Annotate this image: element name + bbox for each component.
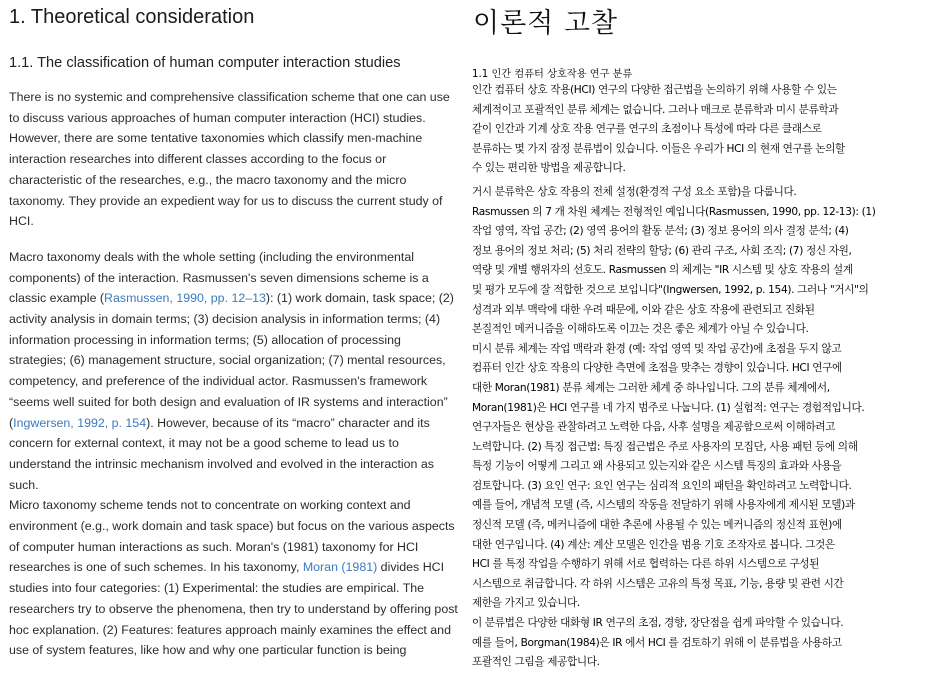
korean-line: 작업 영역, 작업 공간; (2) 영역 용어의 활동 분석; (3) 정보 용어의 의사 결정 분석; (4) bbox=[472, 225, 849, 238]
korean-line: 포괄적인 그림을 제공합니다. bbox=[472, 656, 600, 669]
para2-text-b: ): (1) work domain, task space; (2) activity analysis in domain terms; (3) decision analysis in information terms; (4) information processing in information terms; (5) allocation of processing strategies; (6) management structure, social organization; (7) mental resources, competency, and preference of the individual actor. Rasmussen's framework “seems well suited for both design and evaluation of IR systems and interaction” ( bbox=[9, 291, 454, 430]
para3-text-a: Micro taxonomy scheme tends not to concentrate on working context and environment (e.g., work domain and task space) but focus on the various aspects of computer human interactions as such. Moran's (1981) taxonomy for HCI researches is one of such schemes. In his taxonomy, bbox=[9, 498, 455, 575]
korean-line: 거시 분류학은 상호 작용의 전체 설정(환경적 구성 요소 포함)을 다룹니다. bbox=[472, 185, 797, 198]
korean-line: 제한을 가지고 있습니다. bbox=[472, 597, 580, 610]
para3-text-b: divides HCI studies into four categories: (1) Experimental: the studies are empirical. The researchers try to observe the phenomena, then try to understand by offering post hoc explanation. (2) Features: features approach mainly examines the effect and use of system features, like how and why one particular function is being bbox=[9, 560, 458, 658]
english-heading: 1. Theoretical consideration bbox=[9, 6, 255, 28]
korean-line: 연구자들은 현상을 관찰하려고 노력한 다음, 사후 설명을 제공함으로써 이해하려고 bbox=[472, 421, 836, 434]
korean-subheading: 1.1 인간 컴퓨터 상호작용 연구 분류 bbox=[472, 69, 633, 80]
korean-line: 미시 분류 체계는 작업 맥락과 환경 (예: 작업 영역 및 작업 공간)에 초점을 두지 않고 bbox=[472, 342, 842, 355]
korean-line: 인간 컴퓨터 상호 작용(HCI) 연구의 다양한 접근법을 논의하기 위해 사용할 수 있는 bbox=[472, 84, 837, 96]
korean-line: 검토합니다. (3) 요인 연구: 요인 연구는 심리적 요인의 패턴을 확인하려고 노력합니다. bbox=[472, 479, 852, 492]
english-paragraph-3 bbox=[9, 495, 461, 661]
korean-line: 특정 기능이 어떻게 그리고 왜 사용되고 있는지와 같은 시스템 특징의 효과와 사용을 bbox=[472, 460, 842, 473]
korean-line: 대한 연구입니다. (4) 계산: 계산 모델은 인간을 범용 기호 조작자로 봅니다. 그것은 bbox=[472, 538, 835, 551]
korean-paragraph-1 bbox=[472, 81, 936, 179]
korean-line: 정신적 모델 (즉, 메커니즘에 대한 추론에 사용될 수 있는 메커니즘의 정신적 표현)에 bbox=[472, 519, 842, 532]
korean-line: 대한 Moran(1981) 분류 체계는 그러한 체계 중 하나입니다. 그의 분류 체계에서, bbox=[472, 381, 830, 394]
korean-line: 및 평가 모두에 잘 적합한 것으로 보입니다"(Ingwersen, 1992, p. 154). 그러나 "거시"의 bbox=[472, 283, 869, 296]
korean-line: Rasmussen 의 7 개 차원 체계는 전형적인 예입니다(Rasmussen, 1990, pp. 12-13): (1) bbox=[472, 205, 876, 218]
korean-line: 체계적이고 포괄적인 분류 체계는 없습니다. 그러나 매크로 분류학과 미시 분류학과 bbox=[472, 103, 839, 116]
moran-citation-link[interactable]: Moran (1981) bbox=[302, 560, 378, 575]
english-column bbox=[9, 0, 461, 661]
korean-line: 역량 및 개별 행위자의 선호도. Rasmussen 의 체계는 "IR 시스템 및 상호 작용의 설계 bbox=[472, 264, 853, 277]
english-subheading: 1.1. The classification of human computer interaction studies bbox=[9, 55, 401, 71]
korean-paragraph-2 bbox=[472, 183, 936, 673]
rasmussen-citation-link[interactable]: Rasmussen, 1990, pp. 12–13 bbox=[104, 291, 266, 306]
korean-column bbox=[470, 0, 936, 673]
korean-line: 성격과 외부 맥락에 대한 우려 때문에, 이와 같은 상호 작용에 관련되고 진화된 bbox=[472, 303, 815, 316]
korean-line: 본질적인 메커니즘을 이해하도록 이끄는 것은 좋은 체계가 아닐 수 있습니다. bbox=[472, 323, 809, 336]
para2-text-c: ). However, because of its “macro” character and its concern for external context, it may not be a good scheme to lead us to understand the intrinsic mechanism involved and evolved in the interaction as such. bbox=[9, 415, 434, 492]
english-paragraph-2 bbox=[9, 247, 461, 495]
para2-text-a: Macro taxonomy deals with the whole setting (including the environmental components) of the interaction. Rasmussen's seven dimensions scheme is a classic example ( bbox=[9, 249, 429, 306]
korean-line: 컴퓨터 인간 상호 작용의 다양한 측면에 초점을 맞추는 경향이 있습니다. HCI 연구에 bbox=[472, 362, 842, 375]
korean-line: HCI 를 특정 작업을 수행하기 위해 서로 협력하는 다른 하위 시스템으로 구성된 bbox=[472, 558, 820, 571]
korean-heading: 이론적 고찰 bbox=[473, 8, 618, 39]
korean-line: 이 분류법은 다양한 대화형 IR 연구의 초점, 경향, 장단점을 쉽게 파악할 수 있습니다. bbox=[472, 617, 844, 630]
korean-line: 같이 인간과 기계 상호 작용 연구를 연구의 초점이나 특성에 따라 다른 클래스로 bbox=[472, 123, 822, 136]
korean-line: 정보 용어의 정보 처리; (5) 처리 전략의 할당; (6) 관리 구조, 사회 조직; (7) 정신 자원, bbox=[472, 244, 852, 257]
korean-line: 시스템으로 취급합니다. 각 하위 시스템은 고유의 특정 목표, 기능, 용량 및 관련 시간 bbox=[472, 577, 844, 590]
korean-line: Moran(1981)은 HCI 연구를 네 가지 범주로 나눕니다. (1) 실험적: 연구는 경험적입니다. bbox=[472, 401, 865, 414]
korean-line: 수 있는 편리한 방법을 제공합니다. bbox=[472, 162, 626, 175]
korean-line: 예를 들어, 개념적 모델 (즉, 시스템의 작동을 전달하기 위해 사용자에게 제시된 모델)과 bbox=[472, 499, 855, 512]
english-paragraph-1: There is no systemic and comprehensive classification scheme that one can use to discuss various approaches of human computer interaction (HCI) studies. However, there are some tentative taxonomies which classify men-machine interaction researches into different classes according to the focus or characteristic of the researches, e.g., the macro taxonomy and the micro taxonomy. They provide an expedient way for us to discuss the current study of HCI. bbox=[9, 90, 450, 229]
korean-line: 노력합니다. (2) 특징 접근법: 특징 접근법은 주로 사용자의 모집단, 사용 패턴 등에 의해 bbox=[472, 440, 858, 453]
ingwersen-citation-link[interactable]: Ingwersen, 1992, p. 154 bbox=[13, 415, 147, 430]
korean-line: 분류하는 몇 가지 잠정 분류법이 있습니다. 이들은 우리가 HCI 의 현재 연구를 논의할 bbox=[472, 142, 845, 155]
korean-line: 예를 들어, Borgman(1984)은 IR 에서 HCI 를 검토하기 위해 이 분류법을 사용하고 bbox=[472, 636, 842, 649]
